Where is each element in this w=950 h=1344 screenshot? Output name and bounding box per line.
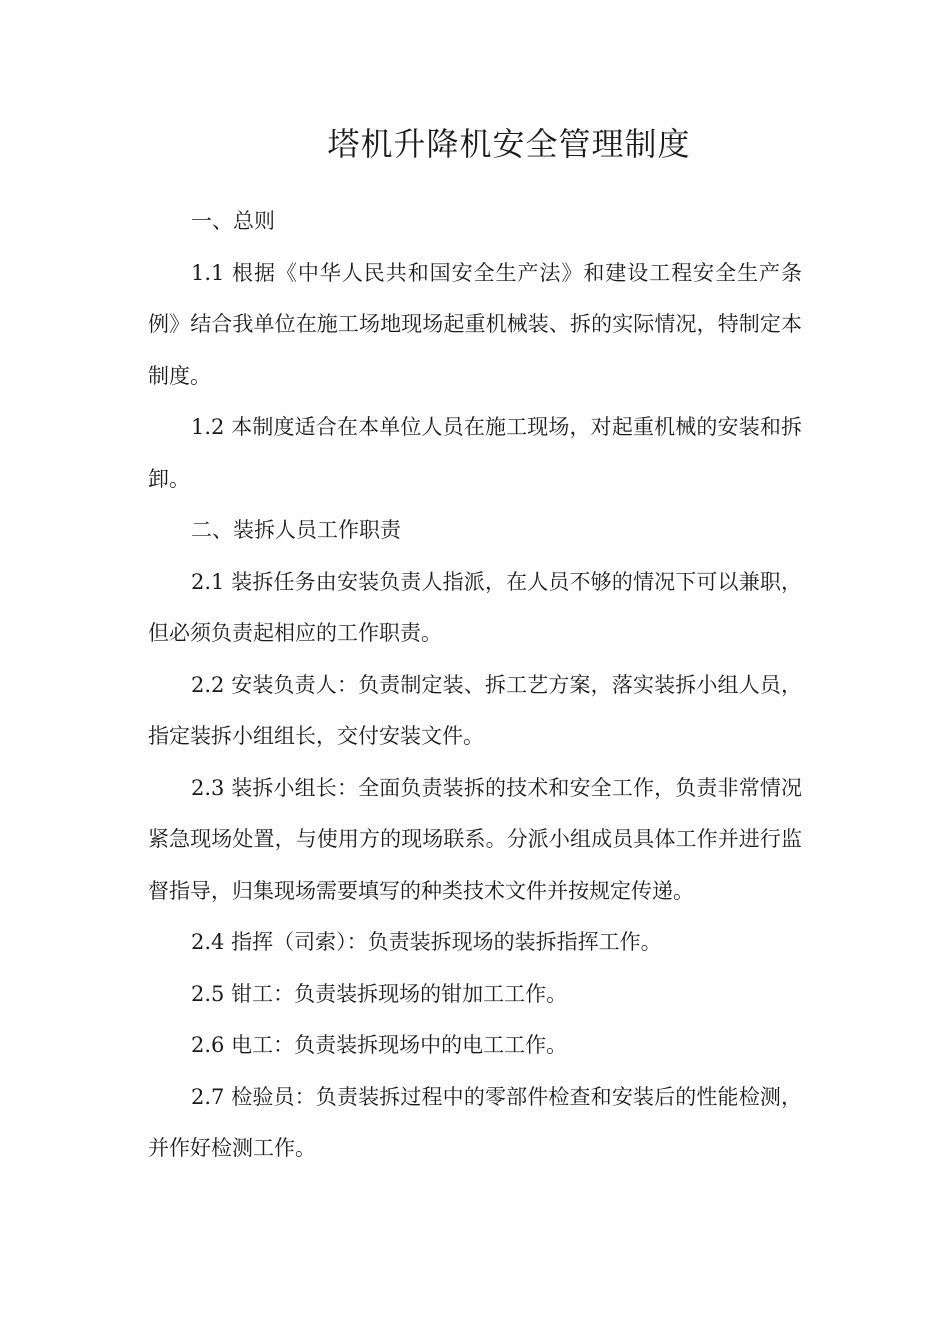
- clause-2-1: 2.1 装拆任务由安装负责人指派，在人员不够的情况下可以兼职，但必须负责起相应的工作职责。: [148, 569, 802, 645]
- clause-2-2: 2.2 安装负责人：负责制定装、拆工艺方案，落实装拆小组人员，指定装拆小组组长，交付安装文件。: [148, 672, 802, 748]
- document-title: 塔机升降机安全管理制度: [327, 125, 691, 163]
- clause-2-7: 2.7 检验员：负责装拆过程中的零部件检查和安装后的性能检测，并作好检测工作。: [148, 1084, 802, 1160]
- clause-2-3: 2.3 装拆小组长：全面负责装拆的技术和安全工作，负责非常情况紧急现场处置，与使用方的现场联系。分派小组成员具体工作并进行监督指导，归集现场需要填写的种类技术文件并按规定传递。: [148, 775, 802, 903]
- clause-2-5: 2.5 钳工：负责装拆现场的钳加工工作。: [191, 981, 568, 1006]
- clause-1-2: 1.2 本制度适合在本单位人员在施工现场，对起重机械的安装和拆卸。: [148, 415, 802, 491]
- clause-1-1: 1.1 根据《中华人民共和国安全生产法》和建设工程安全生产条例》结合我单位在施工场地现场起重机械装、拆的实际情况，特制定本制度。: [148, 260, 802, 388]
- clause-2-6: 2.6 电工：负责装拆现场中的电工工作。: [191, 1033, 568, 1057]
- clause-2-4: 2.4 指挥（司索）：负责装拆现场的装拆指挥工作。: [191, 930, 662, 954]
- document-body: [148, 196, 802, 1175]
- section-heading-general: 一、总则: [191, 209, 275, 233]
- section-heading-duties: 二、装拆人员工作职责: [191, 518, 401, 542]
